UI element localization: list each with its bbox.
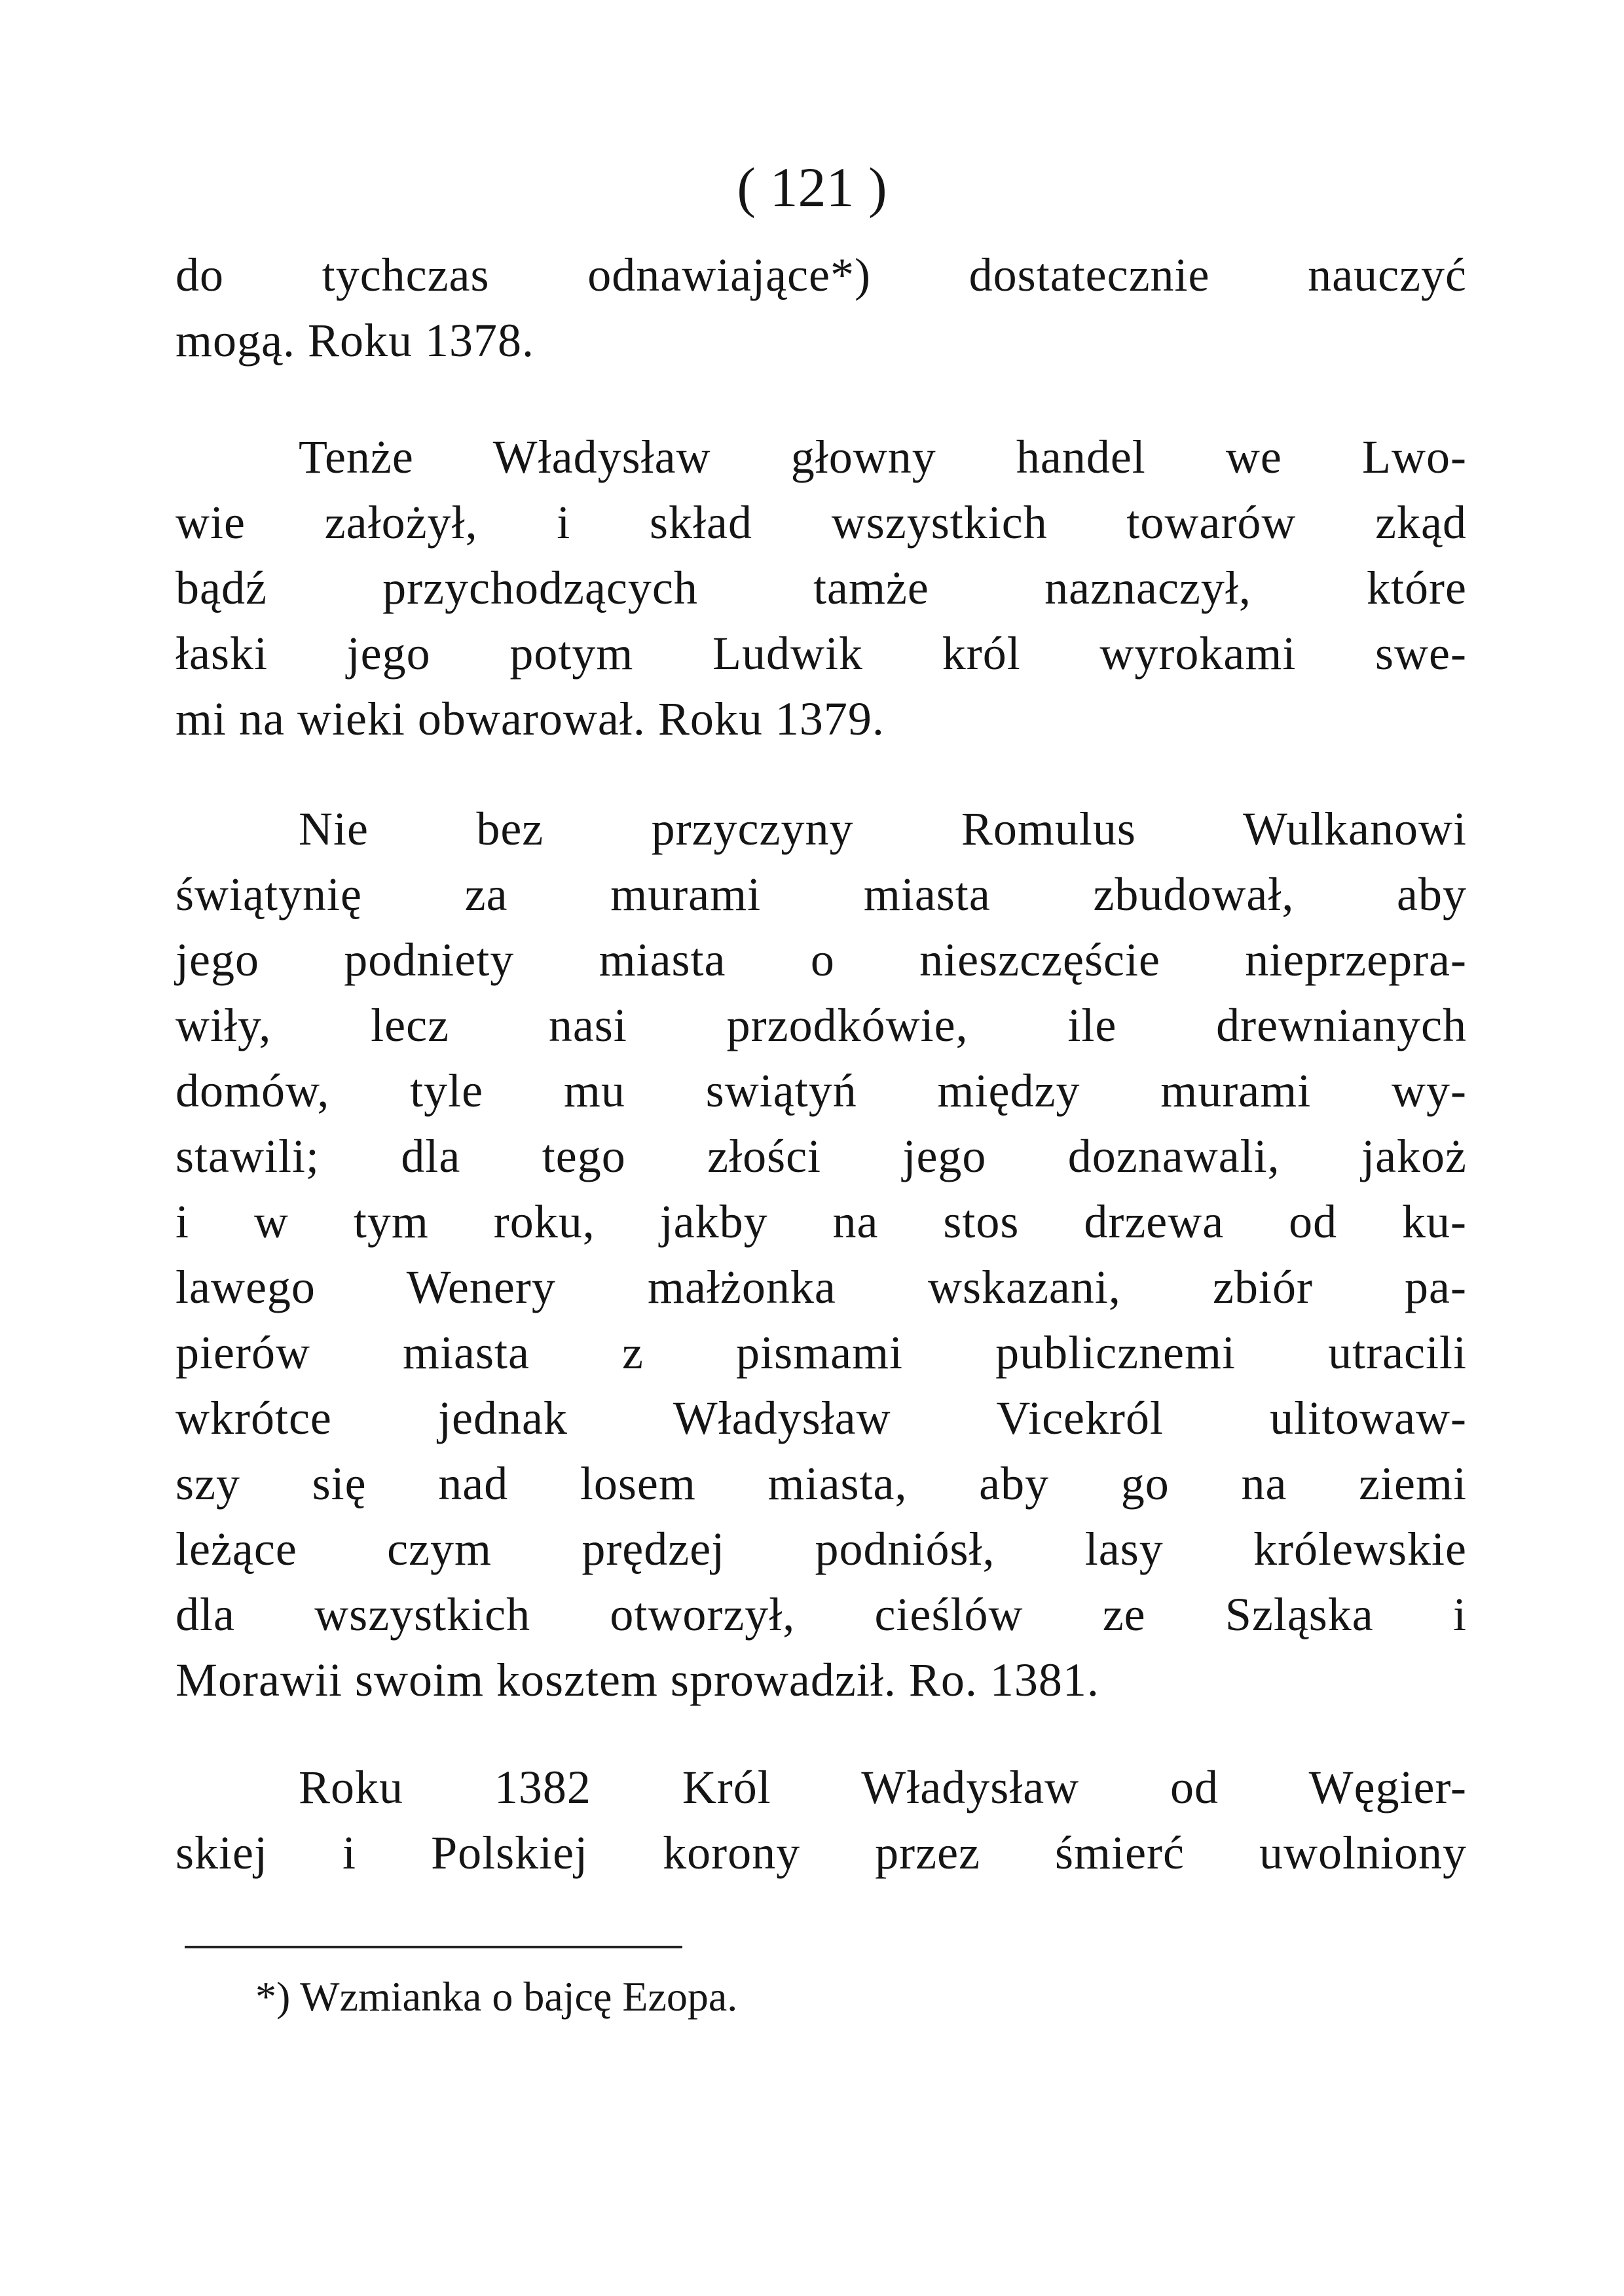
text-line: domów, tyle mu swiątyń między murami wy- [175, 1065, 1467, 1117]
footnote: *) Wzmianka o bajcę Ezopa. [255, 1973, 738, 2020]
paragraph-3 [175, 796, 1467, 1713]
paragraph-2 [175, 424, 1467, 752]
text-line: wkrótce jednak Władysław Vicekról ulitowaw- [175, 1392, 1467, 1444]
text-line: łaski jego potym Ludwik król wyrokami swe- [175, 627, 1467, 680]
text-line: skiej i Polskiej korony przez śmierć uwolniony [175, 1827, 1467, 1879]
text-line: świątynię za murami miasta zbudował, aby [175, 868, 1467, 920]
text-line: mi na wieki obwarował. Roku 1379. [175, 693, 885, 745]
text-line: bądź przychodzących tamże naznaczył, które [175, 562, 1467, 614]
text-line: leżące czym prędzej podniósł, lasy królewskie [175, 1523, 1467, 1575]
text-line: wiły, lecz nasi przodkówie, ile drewnianych [175, 999, 1467, 1051]
paragraph-1 [175, 242, 1467, 373]
page-number: ( 121 ) [737, 156, 887, 219]
text-line: pierów miasta z pismami publicznemi utracili [175, 1326, 1467, 1379]
text-line: Nie bez przyczyny Romulus Wulkanowi [299, 803, 1467, 855]
text-line: do tychczas odnawiające*) dostatecznie nauczyć [175, 249, 1467, 301]
text-line: mogą. Roku 1378. [175, 314, 534, 367]
text-line: Tenże Władysław głowny handel we Lwo- [299, 431, 1467, 483]
text-line: Morawii swoim kosztem sprowadził. Ro. 1381. [175, 1654, 1099, 1706]
text-line: stawili; dla tego złości jego doznawali, jakoż [175, 1130, 1467, 1182]
paragraph-4 [175, 1755, 1467, 1886]
text-line: szy się nad losem miasta, aby go na ziemi [175, 1457, 1467, 1510]
text-line: Roku 1382 Król Władysław od Węgier- [299, 1761, 1467, 1813]
footnote-divider [185, 1946, 682, 1948]
text-line: i w tym roku, jakby na stos drzewa od ku- [175, 1195, 1467, 1248]
text-line: jego podniety miasta o nieszczęście nieprzepra- [175, 934, 1467, 986]
text-line: lawego Wenery małżonka wskazani, zbiór pa- [175, 1261, 1467, 1313]
text-line: dla wszystkich otworzył, cieślów ze Szląska i [175, 1588, 1467, 1641]
text-line: wie założył, i skład wszystkich towarów zkąd [175, 496, 1467, 549]
